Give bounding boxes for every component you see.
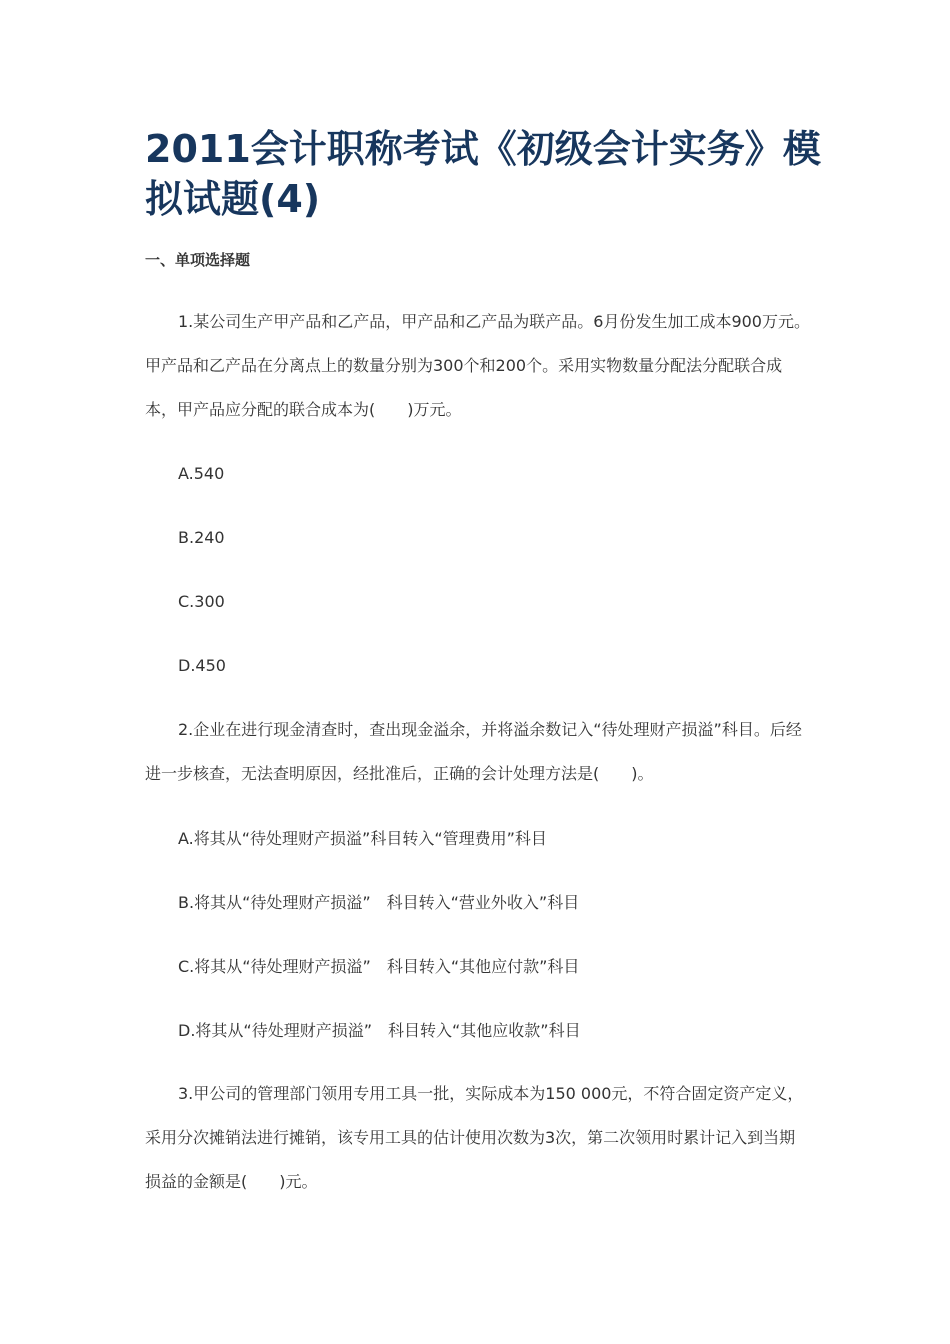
question-3-text: 3.甲公司的管理部门领用专用工具一批，实际成本为150 000元，不符合固定资产定义，采用分次摊销法进行摊销，该专用工具的估计使用次数为3次，第二次领用时累计记入到当期损益的金额是( )元。 [145,1084,804,1191]
question-1-option-a: A.540 [178,464,225,483]
question-2-option-c: C.将其从“待处理财产损溢” 科目转入“其他应付款”科目 [178,957,580,976]
question-2-text: 2.企业在进行现金清查时，查出现金溢余，并将溢余数记入“待处理财产损溢”科目。后经进一步核查，无法查明原因，经批准后，正确的会计处理方法是( )。 [145,720,802,783]
question-1-text: 1.某公司生产甲产品和乙产品，甲产品和乙产品为联产品。6月份发生加工成本900万元。甲产品和乙产品在分离点上的数量分别为300个和200个。采用实物数量分配法分配联合成本，甲产品应分配的联合成本为( )万元。 [145,312,810,419]
section-heading: 一、单项选择题 [145,251,251,269]
question-1-option-d: D.450 [178,656,226,675]
question-2-option-d: D.将其从“待处理财产损溢” 科目转入“其他应收款”科目 [178,1021,581,1040]
question-1-option-b: B.240 [178,528,225,547]
question-2-option-b: B.将其从“待处理财产损溢” 科目转入“营业外收入”科目 [178,893,580,912]
question-2-option-a: A.将其从“待处理财产损溢”科目转入“管理费用”科目 [178,829,547,848]
question-1-option-c: C.300 [178,592,225,611]
document-title: 2011会计职称考试《初级会计实务》模拟试题(4) [145,127,821,221]
